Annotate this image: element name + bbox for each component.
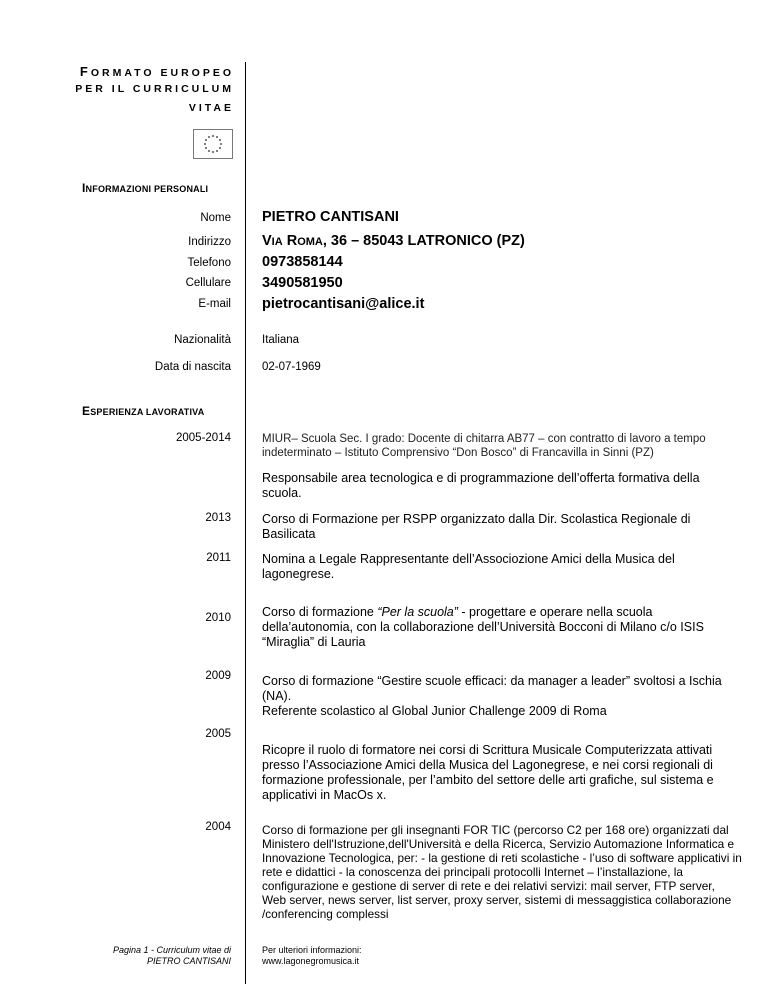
cv-title-line2: PER IL CURRICULUM [75, 83, 234, 95]
exp-text: Corso di Formazione per RSPP organizzato dalla Dir. Scolastica Regionale di Basilicata [262, 512, 691, 541]
exp-text: Corso di formazione “Gestire scuole efficaci: da manager a leader” svoltosi a Ischia (NA). Referente scolastico al Global Junior Challenge 2009 di Roma [262, 674, 722, 718]
exp-year: 2010 [205, 612, 231, 624]
exp-year: 2009 [205, 670, 231, 682]
nascita-label: Data di nascita [154, 361, 231, 373]
cv-title-line3: VITAE [188, 102, 234, 114]
exp-text: Corso di formazione per gli insegnanti FOR TIC (percorso C2 per 168 ore) organizzati dal Ministero dell'Istruzione,dell'Università e della Ricerca, Servizio Automazione Informatica e Innovazione Tecnologica, per: - la gestione di reti scolastiche - l’uso di software applicativi in rete e didattici - la conoscenza dei principali protocolli Internet – l’installazione, la configurazione e gestione di server di rete e dei relativi servizi: mail server, FTP server, Web server, news server, list server, proxy server, sistemi di messaggistica collaborazione /conferencing complessi [262, 823, 742, 921]
vertical-divider [245, 62, 246, 984]
nome-label: Nome [200, 212, 231, 224]
nazionalita-value: Italiana [262, 334, 300, 346]
nome-value: PIETRO CANTISANI [262, 209, 399, 225]
cellulare-label: Cellulare [185, 277, 231, 289]
email-value[interactable]: pietrocantisani@alice.it [262, 296, 425, 312]
footer-website-link[interactable]: www.lagonegromusica.it [262, 956, 360, 966]
exp-year: 2005-2014 [176, 432, 231, 444]
section-personal-info: INFORMAZIONI PERSONALI [82, 181, 209, 195]
cellulare-value: 3490581950 [262, 275, 343, 291]
exp-text: Ricopre il ruolo di formatore nei corsi di Scrittura Musicale Computerizzata attivati presso l’Associazione Amici della Musica del Lagonegrese, e nei corsi regionali di formazione professionale, per l’ambito del settore delle arti grafiche, sul sistema e applicativi in MacOs x. [262, 743, 714, 802]
exp-text: Responsabile area tecnologica e di programmazione dell’offerta formativa della scuola. [262, 471, 700, 500]
telefono-value: 0973858144 [262, 254, 343, 270]
eu-flag-logo [193, 129, 233, 159]
exp-text: MIUR– Scuola Sec. I grado: Docente di chitarra AB77 – con contratto di lavoro a tempo indeterminato – Istituto Comprensivo “Don Bosco” di Francavilla in Sinni (PZ) [262, 433, 706, 459]
cv-title-line1: FORMATO EUROPEO [79, 64, 234, 79]
telefono-label: Telefono [187, 257, 231, 269]
exp-year: 2013 [205, 512, 231, 524]
email-label: E-mail [198, 298, 231, 310]
exp-year: 2011 [206, 552, 231, 564]
nazionalita-label: Nazionalità [174, 334, 231, 346]
indirizzo-value: VIA ROMA, 36 – 85043 LATRONICO (PZ) [262, 233, 525, 249]
indirizzo-label: Indirizzo [188, 236, 231, 248]
footer-contact: Per ulteriori informazioni: www.lagonegromusica.it [262, 945, 362, 966]
exp-year: 2005 [205, 728, 231, 740]
nascita-value: 02-07-1969 [262, 361, 321, 373]
exp-text: Nomina a Legale Rappresentante dell’Associozione Amici della Musica del lagonegrese. [262, 552, 675, 581]
exp-text: Corso di formazione “Per la scuola” - progettare e operare nella scuola della’autonomia, con la collaborazione dell’Università Bocconi di Milano c/o ISIS “Miraglia” di Lauria [262, 605, 704, 649]
footer-page-info: Pagina 1 - Curriculum vitae di PIETRO CANTISANI [112, 945, 231, 966]
exp-year: 2004 [205, 821, 231, 833]
section-experience: ESPERIENZA LAVORATIVA [82, 404, 205, 418]
